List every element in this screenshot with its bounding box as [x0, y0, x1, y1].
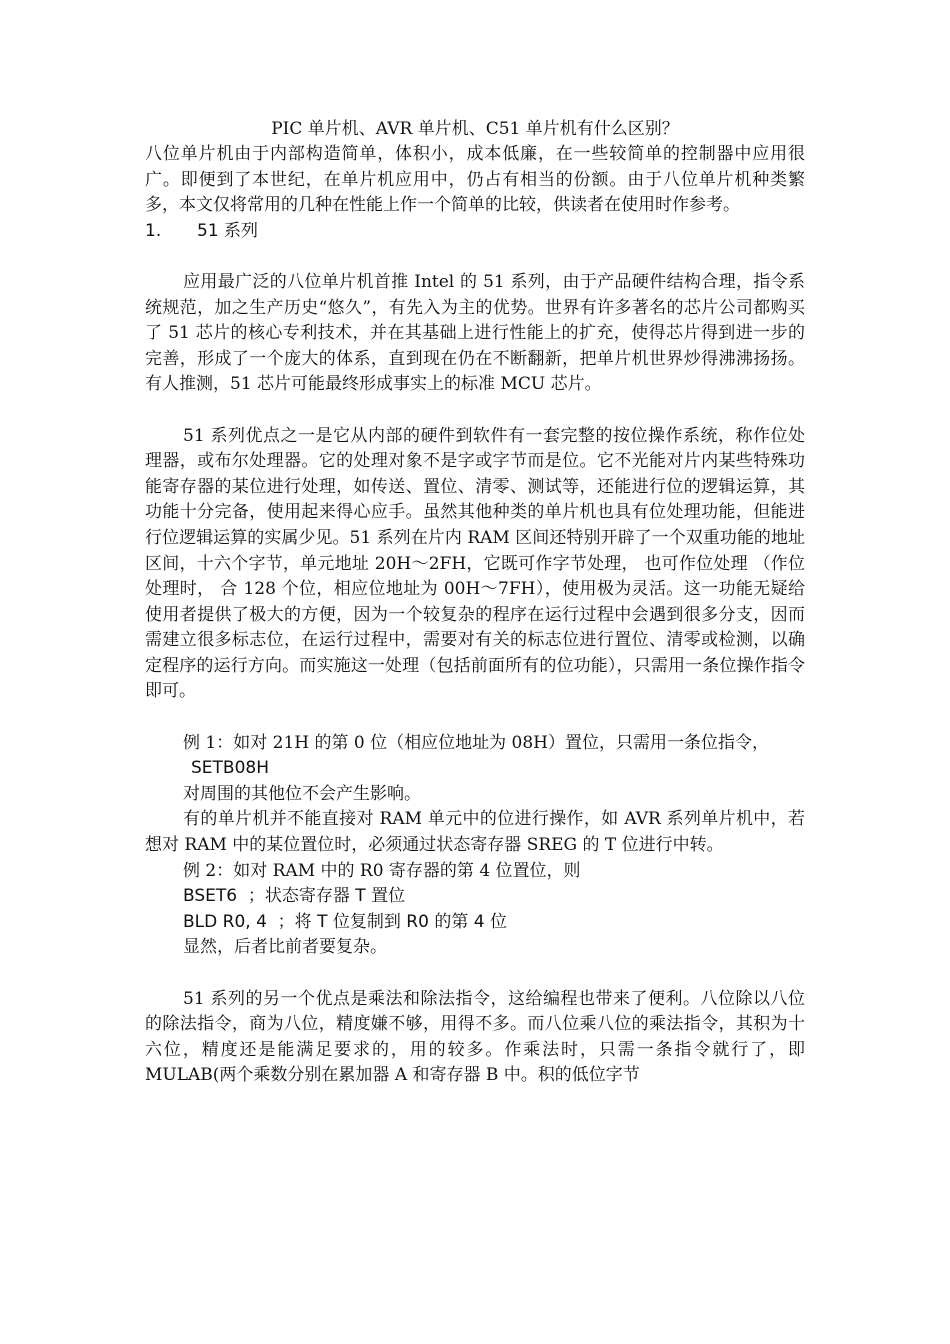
- paragraph-51-overview: 应用最广泛的八位单片机首推 Intel 的 51 系列，由于产品硬件结构合理，指令系统规范，加之生产历史“悠久”，有先入为主的优势。世界有许多著名的芯片公司都购买了 51 芯片的核心专利技术，并在其基础上进行性能上的扩充，使得芯片得到进一步的完善，形成了一个庞大的体系，直到现在仍在不断翻新，把单片机世界炒得沸沸扬扬。有人推测，51 芯片可能最终形成事实上的标准 MCU 芯片。: [145, 271, 805, 395]
- paragraph-avr-comparison: 有的单片机并不能直接对 RAM 单元中的位进行操作，如 AVR 系列单片机中，若想对 RAM 中的某位置位时，必须通过状态寄存器 SREG 的 T 位进行中转。: [145, 809, 805, 856]
- spacer: [145, 705, 805, 731]
- example-2-note: 显然，后者比前者要复杂。: [183, 937, 387, 958]
- example-1-line: 例 1：如对 21H 的第 0 位（相应位地址为 08H）置位，只需用一条位指令，: [183, 732, 769, 753]
- example-1-code: SETB08H: [191, 758, 269, 779]
- spacer: [145, 961, 805, 987]
- spacer: [145, 398, 805, 424]
- intro-paragraph: 八位单片机由于内部构造简单，体积小，成本低廉，在一些较简单的控制器中应用很广。即便到了本世纪，在单片机应用中，仍占有相当的份额。由于八位单片机种类繁多，本文仅将常用的几种在性能上作一个简单的比较，供读者在使用时作参考。: [145, 144, 805, 216]
- spacer: [145, 244, 805, 270]
- section-heading: [145, 219, 805, 245]
- paragraph-bit-processor: 51 系列优点之一是它从内部的硬件到软件有一套完整的按位操作系统，称作位处理器，或布尔处理器。它的处理对象不是字或字节而是位。它不光能对片内某些特殊功能寄存器的某位进行处理，如传送、置位、清零、测试等，还能进行位的逻辑运算，其功能十分完备，使用起来得心应手。虽然其他种类的单片机也具有位处理功能，但能进行位逻辑运算的实属少见。51 系列在片内 RAM 区间还特别开辟了一个双重功能的地址区间，十六个字节，单元地址 20H～2FH，它既可作字节处理， 也可作位处理 （作位处理时， 合 128 个位，相应位地址为 00H～7FH），使用极为灵活。这一功能无疑给使用者提供了极大的方便，因为一个较复杂的程序在运行过程中会遇到很多分支，因而需建立很多标志位，在运行过程中，需要对有关的标志位进行置位、清零或检测，以确定程序的运行方向。而实施这一处理（包括前面所有的位功能），只需用一条位操作指令即可。: [145, 425, 805, 702]
- section-title: 51 系列: [197, 220, 259, 241]
- document-body: [145, 116, 805, 1089]
- paragraph-mul-div: 51 系列的另一个优点是乘法和除法指令，这给编程也带来了便利。八位除以八位的除法指令，商为八位，精度嫌不够，用得不多。而八位乘八位的乘法指令，其积为十六位，精度还是能满足要求的，用的较多。作乘法时，只需一条指令就行了，即 MULAB(两个乘数分别在累加器 A 和寄存器 B 中。积的低位字节: [145, 988, 805, 1086]
- document-title: PIC 单片机、AVR 单片机、C51 单片机有什么区别？: [271, 119, 679, 139]
- example-2-code-1: BSET6 ；状态寄存器 T 置位: [183, 886, 406, 907]
- example-1-note: 对周围的其他位不会产生影响。: [183, 783, 421, 804]
- example-2-line: 例 2：如对 RAM 中的 R0 寄存器的第 4 位置位，则: [183, 860, 581, 881]
- example-2-code-2: BLD R0, 4 ；将 T 位复制到 R0 的第 4 位: [183, 911, 507, 932]
- section-number: 1.: [145, 220, 162, 241]
